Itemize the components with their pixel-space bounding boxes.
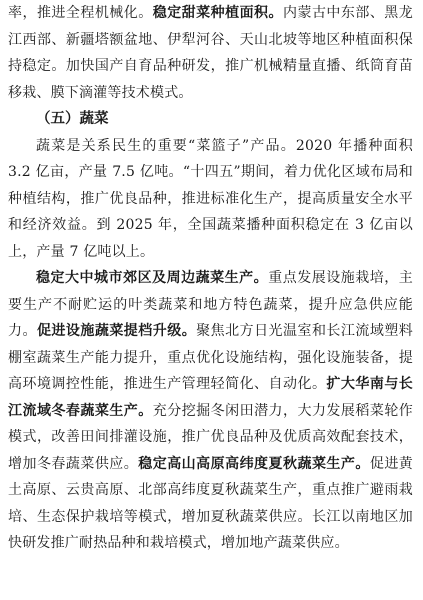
section-heading-vegetables: （五）蔬菜	[36, 110, 109, 127]
text-segment: 促进黄土高原、云贵高原、北部高纬度夏秋蔬菜生产，重点推广避雨栽培、生态保护栽培等模式，增加夏秋蔬菜供应。长江以南地区加快研发推广耐热品种和栽培模式，增加地产蔬菜供应。	[8, 455, 413, 551]
bold-lead-sentence: 稳定大中城市郊区及周边蔬菜生产。	[36, 270, 269, 286]
paragraph-vegetables-overview	[8, 133, 413, 266]
text-segment: 聚焦北方日光温室和长江流域塑料棚室蔬菜生产能力提升，重点优化设施结构，强化设施装备，提高环境调控性能，推进生产管理轻简化、自动化。	[8, 323, 414, 392]
bold-lead-sentence: 扩大华南与长江流域冬春蔬菜生产。	[8, 376, 413, 419]
document-page	[8, 0, 413, 557]
text-segment: 率，推进全程机械化。	[8, 5, 153, 21]
text-segment: 蔬菜是关系民生的重要“菜篮子”产品。2020 年播种面积 3.2 亿亩，产量 7.5 亿吨。“十四五”期间，着力优化区域布局和种植结构，推广优良品种，推进标准化生产，提高质量安全水平和经济效益。到 2025 年，全国蔬菜播种面积稳定在 3 亿亩以上，产量 7 亿吨以上。	[8, 137, 413, 260]
bold-lead-sentence: 稳定甜菜种植面积。	[152, 5, 283, 21]
text-segment: 充分挖掘冬闲田潜力，大力发展稻菜轮作模式，改善田间排灌设施，推广优良品种及优质高效配套技术，增加冬春蔬菜供应。	[8, 402, 414, 472]
paragraph-sugar-beet	[8, 0, 413, 106]
text-segment: 内蒙古中东部、黑龙江西部、新疆塔额盆地、伊犁河谷、天山北坡等地区种植面积保持稳定。加快国产自育品种研发，推广机械精量直播、纸筒育苗移栽、膜下滴灌等技术模式。	[8, 5, 413, 101]
bold-lead-sentence: 促进设施蔬菜提档升级。	[36, 323, 197, 339]
bold-lead-sentence: 稳定高山高原高纬度夏秋蔬菜生产。	[138, 455, 370, 472]
paragraph-vegetables-measures	[8, 265, 413, 557]
text-segment: 重点发展设施栽培，主要生产不耐贮运的叶类蔬菜和地方特色蔬菜，提升应急供应能力。	[8, 270, 414, 339]
